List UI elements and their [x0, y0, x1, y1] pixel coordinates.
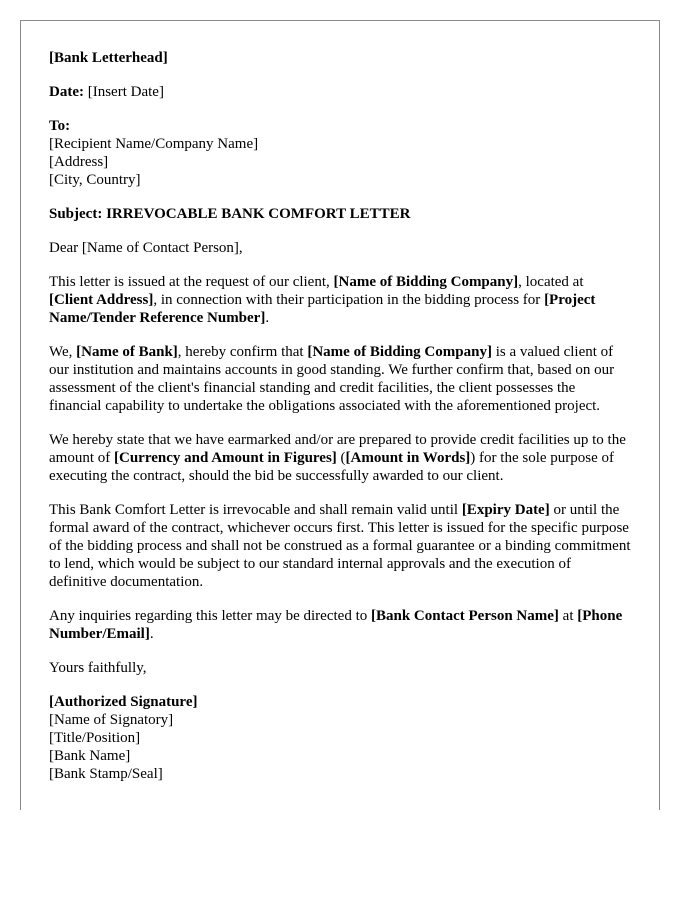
amount-figures: [Currency and Amount in Figures] — [114, 450, 337, 466]
client-address: [Client Address] — [49, 292, 154, 308]
paragraph-4: This Bank Comfort Letter is irrevocable and shall remain valid until [Expiry Date] or until the formal award of the contract, whichever occurs first. This letter is issued for the specific purpose of the bidding process and shall not be construed as a formal guarantee or a binding commitment to lend, which would be subject to our standard internal approvals and the execution of definitive documentation. — [49, 502, 631, 590]
contact-person: [Bank Contact Person Name] — [371, 608, 559, 624]
amount-words: [Amount in Words] — [345, 450, 471, 466]
paragraph-1: This letter is issued at the request of our client, [Name of Bidding Company], located at [Client Address], in connection with their participation in the bidding process for [Project Name/Tender Reference Number]. — [49, 274, 596, 326]
subject-line: Subject: IRREVOCABLE BANK COMFORT LETTER — [49, 206, 411, 222]
signature-label: [Authorized Signature] — [49, 694, 198, 710]
date-value: [Insert Date] — [83, 84, 164, 100]
date-line — [49, 83, 631, 101]
bank-stamp: [Bank Stamp/Seal] — [49, 766, 163, 782]
date-label: Date: — [49, 84, 84, 100]
salutation: Dear [Name of Contact Person], — [49, 240, 243, 256]
signatory-name: [Name of Signatory] — [49, 712, 174, 728]
recipient-address: [Address] — [49, 154, 109, 170]
recipient-city: [City, Country] — [49, 172, 141, 188]
contact-details: [Phone Number/Email] — [49, 608, 623, 642]
closing: Yours faithfully, — [49, 660, 147, 676]
recipient-label: To: — [49, 118, 71, 134]
signatory-bank: [Bank Name] — [49, 748, 131, 764]
paragraph-3: We hereby state that we have earmarked and/or are prepared to provide credit facilities up to the amount of [Currency and Amount in Figures] ([Amount in Words]) for the sole purpose of executing the contract, should the bid be successfully awarded to our client. — [49, 432, 626, 484]
letter-page — [20, 20, 660, 810]
expiry-date: [Expiry Date] — [461, 502, 550, 518]
paragraph-2: We, [Name of Bank], hereby confirm that [Name of Bidding Company] is a valued client of our institution and maintains accounts in good standing. We further confirm that, based on our assessment of the client's financial standing and credit facilities, the client possesses the financial capability to undertake the obligations associated with the aforementioned project. — [49, 344, 615, 414]
bank-name: [Name of Bank] — [76, 344, 178, 360]
paragraph-5: Any inquiries regarding this letter may be directed to [Bank Contact Person Name] at [Phone Number/Email]. — [49, 608, 623, 642]
recipient-name: [Recipient Name/Company Name] — [49, 136, 259, 152]
signatory-title: [Title/Position] — [49, 730, 141, 746]
signature-block — [49, 693, 631, 783]
recipient-block — [49, 117, 631, 189]
bidding-company: [Name of Bidding Company] — [333, 274, 519, 290]
bidding-company: [Name of Bidding Company] — [307, 344, 492, 360]
letterhead: [Bank Letterhead] — [49, 50, 168, 66]
project-reference: [Project Name/Tender Reference Number] — [49, 292, 596, 326]
